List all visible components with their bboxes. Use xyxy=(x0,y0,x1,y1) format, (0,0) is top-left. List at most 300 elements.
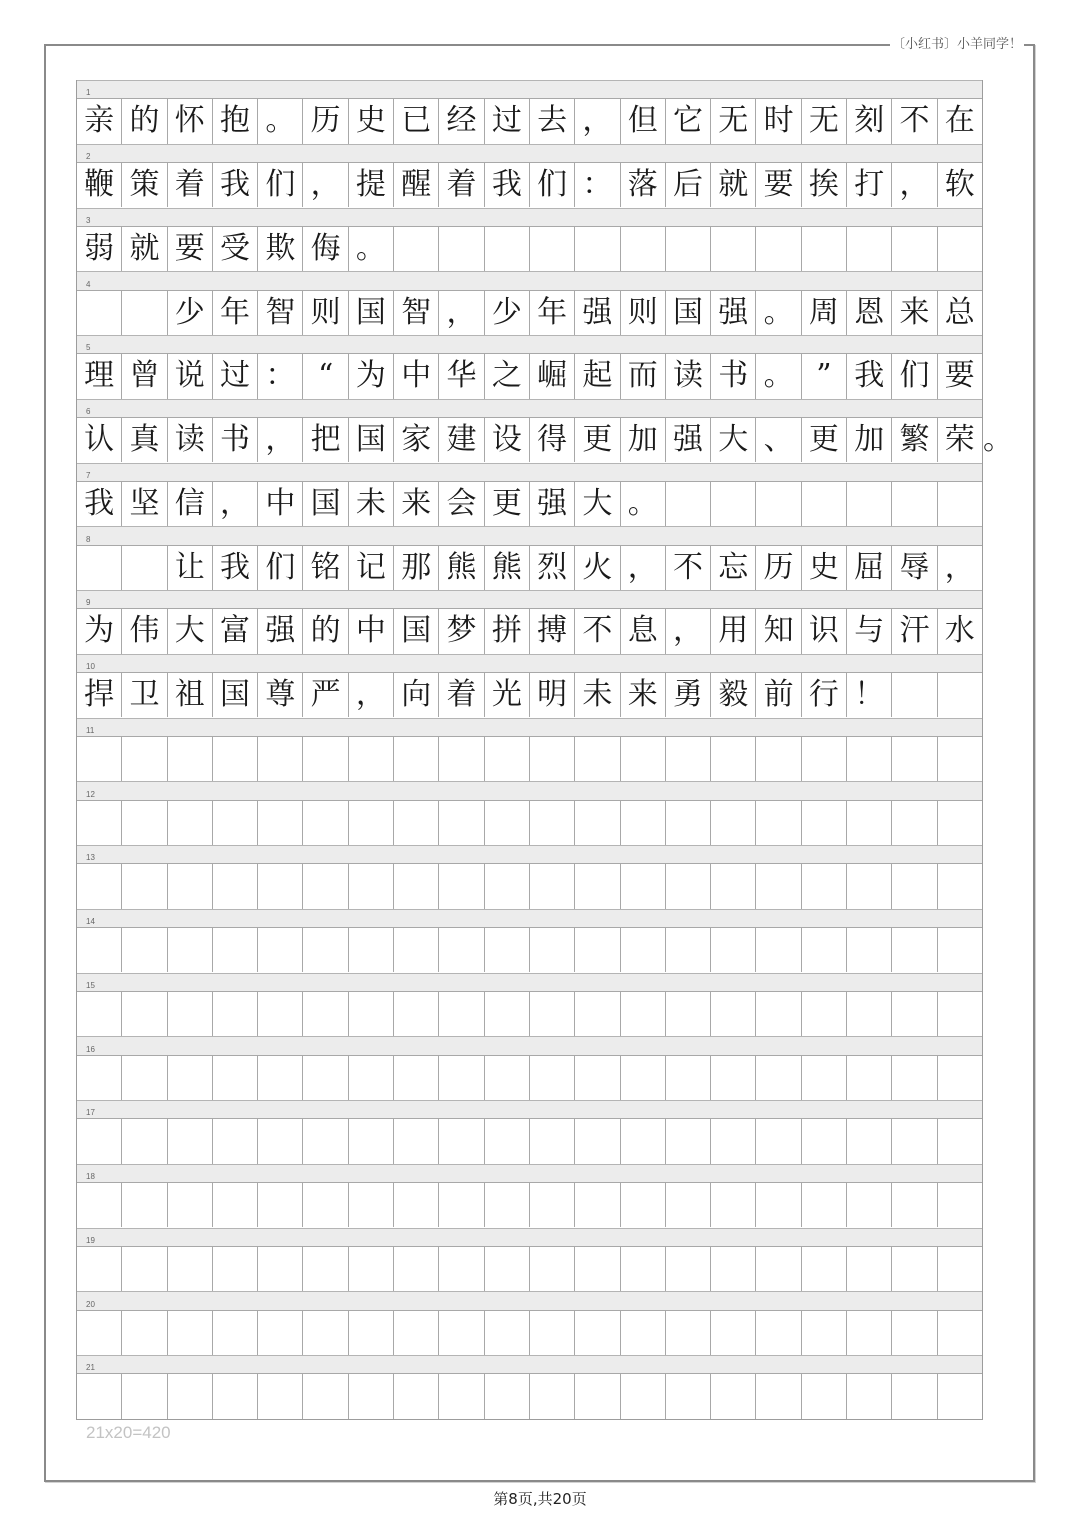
grid-cell: 们 xyxy=(891,354,936,398)
grid-cell: 家 xyxy=(393,418,438,462)
grid-cell xyxy=(710,801,755,845)
grid-cell xyxy=(212,1374,257,1418)
grid-cell xyxy=(438,801,483,845)
grid-cell-row xyxy=(77,353,982,398)
grid-cell xyxy=(801,227,846,271)
row-number: 18 xyxy=(86,1172,95,1182)
grid-cell xyxy=(484,1311,529,1355)
grid-cell: 要 xyxy=(167,227,212,271)
grid-cell xyxy=(77,1311,121,1355)
grid-cell xyxy=(755,482,800,526)
grid-cell xyxy=(937,1183,982,1227)
grid-cell xyxy=(393,864,438,908)
grid-cell xyxy=(891,992,936,1036)
grid-cell xyxy=(484,1056,529,1100)
grid-cell xyxy=(801,1056,846,1100)
grid-cell xyxy=(77,864,121,908)
grid-cell xyxy=(348,801,393,845)
grid-cell xyxy=(257,1247,302,1291)
grid-cell xyxy=(121,928,166,972)
grid-cell xyxy=(257,1183,302,1227)
grid-cell: 历 xyxy=(302,99,347,143)
grid-cell xyxy=(801,801,846,845)
grid-cell xyxy=(484,801,529,845)
grid-cell xyxy=(846,1311,891,1355)
grid-cell xyxy=(393,1247,438,1291)
row-number: 14 xyxy=(86,917,95,927)
grid-cell xyxy=(348,992,393,1036)
grid-cell xyxy=(937,1056,982,1100)
grid-cell xyxy=(212,1056,257,1100)
grid-cell: 策 xyxy=(121,163,166,207)
grid-cell xyxy=(77,1374,121,1418)
grid-cell: 荣 xyxy=(937,418,982,462)
grid-cell: 铭 xyxy=(302,546,347,590)
row-spacer xyxy=(77,208,982,226)
grid-row xyxy=(77,1036,982,1100)
grid-cell xyxy=(710,1119,755,1163)
grid-cell xyxy=(484,1247,529,1291)
row-number: 8 xyxy=(86,534,91,544)
row-spacer xyxy=(77,335,982,353)
grid-cell: 尊 xyxy=(257,673,302,717)
grid-cell: 时 xyxy=(755,99,800,143)
row-number: 15 xyxy=(86,980,95,990)
grid-cell xyxy=(167,801,212,845)
grid-cell xyxy=(846,992,891,1036)
grid-cell xyxy=(574,1311,619,1355)
grid-cell: 过 xyxy=(484,99,529,143)
grid-cell: 水 xyxy=(937,609,982,653)
grid-cell xyxy=(620,1119,665,1163)
grid-cell-row xyxy=(77,1310,982,1355)
watermark: 〔小红书〕小羊同学！ xyxy=(891,37,1022,52)
row-spacer xyxy=(77,973,982,991)
grid-cell xyxy=(212,992,257,1036)
grid-cell: ” xyxy=(801,354,846,398)
grid-cell xyxy=(665,1374,710,1418)
grid-cell: 更 xyxy=(801,418,846,462)
grid-cell: 受 xyxy=(212,227,257,271)
grid-cell xyxy=(937,1311,982,1355)
grid-cell: 、 xyxy=(755,418,800,462)
grid-cell xyxy=(529,1119,574,1163)
grid-cell xyxy=(167,1311,212,1355)
grid-cell: 加 xyxy=(846,418,891,462)
grid-cell: 无 xyxy=(801,99,846,143)
grid-cell: 大 xyxy=(167,609,212,653)
grid-cell xyxy=(77,992,121,1036)
grid-cell xyxy=(167,864,212,908)
grid-cell: 梦 xyxy=(438,609,483,653)
grid-cell xyxy=(121,864,166,908)
grid-cell xyxy=(393,992,438,1036)
grid-cell xyxy=(348,1119,393,1163)
grid-cell: 但 xyxy=(620,99,665,143)
grid-cell xyxy=(348,1374,393,1418)
grid-cell: 理 xyxy=(84,358,115,394)
grid-cell xyxy=(212,864,257,908)
row-number: 3 xyxy=(86,215,91,225)
grid-cell: 未 xyxy=(574,673,619,717)
grid-cell xyxy=(891,1311,936,1355)
grid-cell: 为 xyxy=(348,354,393,398)
grid-cell: 就 xyxy=(121,227,166,271)
grid-cell xyxy=(937,928,982,972)
grid-cell-row xyxy=(77,608,982,653)
grid-cell xyxy=(620,1056,665,1100)
grid-cell: 强 xyxy=(665,418,710,462)
grid-cell: 书 xyxy=(212,418,257,462)
grid-cell xyxy=(212,801,257,845)
grid-cell: 富 xyxy=(212,609,257,653)
grid-row xyxy=(77,399,1013,463)
grid-cell: 曾 xyxy=(121,354,166,398)
grid-cell xyxy=(574,1374,619,1418)
grid-cell xyxy=(167,1247,212,1291)
grid-cell xyxy=(710,864,755,908)
grid-cell xyxy=(529,801,574,845)
grid-cell xyxy=(710,1311,755,1355)
grid-cell xyxy=(393,1374,438,1418)
grid-cell xyxy=(257,737,302,781)
grid-cell xyxy=(801,1247,846,1291)
grid-cell: 智 xyxy=(393,291,438,335)
grid-cell-row xyxy=(77,481,982,526)
grid-cell: 的 xyxy=(121,99,166,143)
grid-cell xyxy=(302,737,347,781)
grid-cell: ， xyxy=(937,546,982,590)
grid-cell: 。 xyxy=(620,482,665,526)
grid-cell xyxy=(574,737,619,781)
row-spacer xyxy=(77,1100,982,1118)
grid-cell: 打 xyxy=(846,163,891,207)
grid-cell: 辱 xyxy=(891,546,936,590)
grid-cell xyxy=(801,1374,846,1418)
grid-cell: ， xyxy=(212,482,257,526)
grid-cell xyxy=(620,1311,665,1355)
grid-cell: 知 xyxy=(755,609,800,653)
grid-cell: 捍 xyxy=(84,677,115,713)
grid-cell xyxy=(937,992,982,1036)
grid-cell xyxy=(302,1183,347,1227)
grid-cell xyxy=(438,1119,483,1163)
grid-cell xyxy=(574,801,619,845)
row-spacer xyxy=(77,1036,982,1054)
grid-cell: 行 xyxy=(801,673,846,717)
grid-cell: ， xyxy=(891,163,936,207)
grid-cell: 坚 xyxy=(121,482,166,526)
grid-cell xyxy=(348,864,393,908)
grid-cell xyxy=(393,801,438,845)
grid-cell: 则 xyxy=(302,291,347,335)
grid-row xyxy=(77,845,982,909)
grid-cell xyxy=(846,227,891,271)
grid-cell: 我 xyxy=(846,354,891,398)
grid-cell xyxy=(574,992,619,1036)
grid-cell: 要 xyxy=(937,354,982,398)
grid-cell xyxy=(121,1183,166,1227)
grid-cell xyxy=(801,928,846,972)
grid-cell: 就 xyxy=(710,163,755,207)
grid-cell: 设 xyxy=(484,418,529,462)
grid-cell xyxy=(529,737,574,781)
grid-cell xyxy=(438,992,483,1036)
grid-cell xyxy=(801,737,846,781)
grid-cell-row xyxy=(77,417,1013,462)
grid-cell xyxy=(710,1247,755,1291)
grid-cell xyxy=(257,864,302,908)
grid-cell xyxy=(302,801,347,845)
row-number: 12 xyxy=(86,789,95,799)
grid-cell xyxy=(665,801,710,845)
grid-cell: 光 xyxy=(484,673,529,717)
grid-row xyxy=(77,1100,982,1164)
row-number: 4 xyxy=(86,279,91,289)
grid-cell: 历 xyxy=(755,546,800,590)
grid-cell: 。 xyxy=(755,291,800,335)
grid-cell: 怀 xyxy=(167,99,212,143)
grid-cell: 与 xyxy=(846,609,891,653)
grid-cell: 弱 xyxy=(84,230,115,266)
grid-cell: 华 xyxy=(438,354,483,398)
row-number: 7 xyxy=(86,470,91,480)
grid-cell xyxy=(755,1311,800,1355)
grid-cell xyxy=(665,227,710,271)
grid-row xyxy=(77,208,982,272)
grid-cell: 来 xyxy=(891,291,936,335)
grid-cell xyxy=(891,227,936,271)
grid-cell xyxy=(891,864,936,908)
grid-cell: 强 xyxy=(710,291,755,335)
grid-cell: 我 xyxy=(484,163,529,207)
grid-cell: 来 xyxy=(393,482,438,526)
grid-cell xyxy=(167,1119,212,1163)
grid-cell xyxy=(665,1311,710,1355)
grid-cell xyxy=(846,864,891,908)
grid-cell: 熊 xyxy=(438,546,483,590)
row-spacer xyxy=(77,526,982,544)
grid-cell xyxy=(891,801,936,845)
grid-cell xyxy=(393,737,438,781)
grid-cell: 说 xyxy=(167,354,212,398)
grid-cell xyxy=(77,546,121,590)
grid-cell xyxy=(484,864,529,908)
grid-cell xyxy=(846,482,891,526)
grid-cell: 息 xyxy=(620,609,665,653)
grid-cell xyxy=(801,482,846,526)
grid-cell xyxy=(665,928,710,972)
grid-cell: 强 xyxy=(574,291,619,335)
grid-cell xyxy=(167,928,212,972)
grid-cell xyxy=(121,801,166,845)
grid-cell xyxy=(665,1119,710,1163)
row-number: 21 xyxy=(86,1363,95,1373)
grid-cell xyxy=(484,737,529,781)
grid-cell: 更 xyxy=(574,418,619,462)
grid-cell: 那 xyxy=(393,546,438,590)
grid-cell: 国 xyxy=(665,291,710,335)
grid-row xyxy=(77,973,982,1037)
grid-cell: 起 xyxy=(574,354,619,398)
grid-cell xyxy=(710,1056,755,1100)
grid-cell: 我 xyxy=(84,485,115,521)
grid-cell: 不 xyxy=(891,99,936,143)
row-number: 16 xyxy=(86,1044,95,1054)
row-number: 9 xyxy=(86,598,91,608)
grid-row xyxy=(77,909,982,973)
grid-cell xyxy=(77,928,121,972)
grid-cell: 欺 xyxy=(257,227,302,271)
grid-cell: 少 xyxy=(484,291,529,335)
grid-cell xyxy=(937,737,982,781)
grid-cell: ： xyxy=(257,354,302,398)
grid-cell: 我 xyxy=(212,163,257,207)
row-spacer xyxy=(77,654,982,672)
grid-row xyxy=(77,1164,982,1228)
grid-cell: ， xyxy=(665,609,710,653)
grid-cell xyxy=(937,227,982,271)
grid-cell xyxy=(484,1374,529,1418)
grid-cell xyxy=(121,1311,166,1355)
grid-cell xyxy=(212,1183,257,1227)
grid-cell: 着 xyxy=(438,673,483,717)
grid-cell xyxy=(574,864,619,908)
grid-cell xyxy=(937,864,982,908)
grid-cell: 把 xyxy=(302,418,347,462)
grid-cell xyxy=(212,1119,257,1163)
grid-cell: 毅 xyxy=(710,673,755,717)
grid-cell xyxy=(665,864,710,908)
row-spacer xyxy=(77,718,982,736)
grid-cell: 未 xyxy=(348,482,393,526)
grid-cell: 强 xyxy=(529,482,574,526)
grid-cell xyxy=(755,864,800,908)
grid-cell: 周 xyxy=(801,291,846,335)
grid-cell: 火 xyxy=(574,546,619,590)
grid-cell: 抱 xyxy=(212,99,257,143)
grid-cell: 已 xyxy=(393,99,438,143)
grid-cell xyxy=(620,864,665,908)
grid-row xyxy=(77,144,982,208)
grid-cell: 识 xyxy=(801,609,846,653)
grid-cell xyxy=(348,1311,393,1355)
grid-cell: 中 xyxy=(393,354,438,398)
grid-cell xyxy=(846,801,891,845)
grid-cell xyxy=(438,864,483,908)
grid-cell xyxy=(801,992,846,1036)
grid-cell: ， xyxy=(348,673,393,717)
grid-cell-row xyxy=(77,736,982,781)
grid-cell xyxy=(574,227,619,271)
grid-cell: 信 xyxy=(167,482,212,526)
grid-cell xyxy=(665,1056,710,1100)
grid-cell xyxy=(438,1247,483,1291)
grid-cell xyxy=(77,1119,121,1163)
grid-cell: 国 xyxy=(393,609,438,653)
grid-cell xyxy=(620,1183,665,1227)
grid-cell xyxy=(574,1247,619,1291)
grid-cell xyxy=(710,992,755,1036)
grid-cell xyxy=(801,864,846,908)
grid-cell-row xyxy=(77,927,982,972)
grid-cell xyxy=(620,227,665,271)
grid-cell: “ xyxy=(302,354,347,398)
grid-cell xyxy=(755,737,800,781)
grid-cell: 搏 xyxy=(529,609,574,653)
grid-cell xyxy=(393,1183,438,1227)
grid-cell: 经 xyxy=(438,99,483,143)
grid-cell: 年 xyxy=(212,291,257,335)
grid-cell: 中 xyxy=(348,609,393,653)
grid-cell xyxy=(121,291,166,335)
grid-cell: ： xyxy=(574,163,619,207)
grid-cell xyxy=(891,1183,936,1227)
grid-cell xyxy=(302,928,347,972)
grid-cell-row xyxy=(77,226,982,271)
grid-cell: 忘 xyxy=(710,546,755,590)
grid-cell xyxy=(393,928,438,972)
grid-cell xyxy=(529,864,574,908)
grid-cell: ！ xyxy=(846,673,891,717)
grid-cell: 明 xyxy=(529,673,574,717)
grid-cell xyxy=(167,992,212,1036)
grid-cell: 伟 xyxy=(121,609,166,653)
grid-cell xyxy=(257,1119,302,1163)
grid-cell xyxy=(302,1311,347,1355)
grid-cell-row xyxy=(77,800,982,845)
grid-cell: 不 xyxy=(574,609,619,653)
grid-cell: 强 xyxy=(257,609,302,653)
grid-cell xyxy=(302,1056,347,1100)
grid-cell: 提 xyxy=(348,163,393,207)
grid-cell xyxy=(393,1056,438,1100)
grid-cell: 国 xyxy=(302,482,347,526)
grid-cell xyxy=(755,1374,800,1418)
grid-cell xyxy=(121,1056,166,1100)
grid-cell: 真 xyxy=(121,418,166,462)
grid-cell xyxy=(891,482,936,526)
grid-cell xyxy=(121,992,166,1036)
grid-cell: 它 xyxy=(665,99,710,143)
row-spacer xyxy=(77,590,982,608)
grid-cell xyxy=(77,737,121,781)
grid-cell: ， xyxy=(574,99,619,143)
grid-row xyxy=(77,335,982,399)
grid-cell xyxy=(891,1056,936,1100)
grid-cell xyxy=(438,1311,483,1355)
row-number: 20 xyxy=(86,1299,95,1309)
grid-cell xyxy=(348,1056,393,1100)
grid-cell xyxy=(167,1374,212,1418)
grid-cell xyxy=(755,801,800,845)
grid-cell xyxy=(937,482,982,526)
grid-cell: 无 xyxy=(710,99,755,143)
grid-cell xyxy=(121,1247,166,1291)
grid-cell: 会 xyxy=(438,482,483,526)
grid-cell: 。 xyxy=(257,99,302,143)
grid-cell-row xyxy=(77,162,982,207)
grid-cell xyxy=(846,737,891,781)
row-spacer xyxy=(77,463,982,481)
grid-cell: 史 xyxy=(348,99,393,143)
grid-cell xyxy=(302,992,347,1036)
grid-cell: 之 xyxy=(484,354,529,398)
grid-cell: 着 xyxy=(438,163,483,207)
grid-cell xyxy=(438,1374,483,1418)
grid-cell: 过 xyxy=(212,354,257,398)
grid-cell xyxy=(529,1056,574,1100)
